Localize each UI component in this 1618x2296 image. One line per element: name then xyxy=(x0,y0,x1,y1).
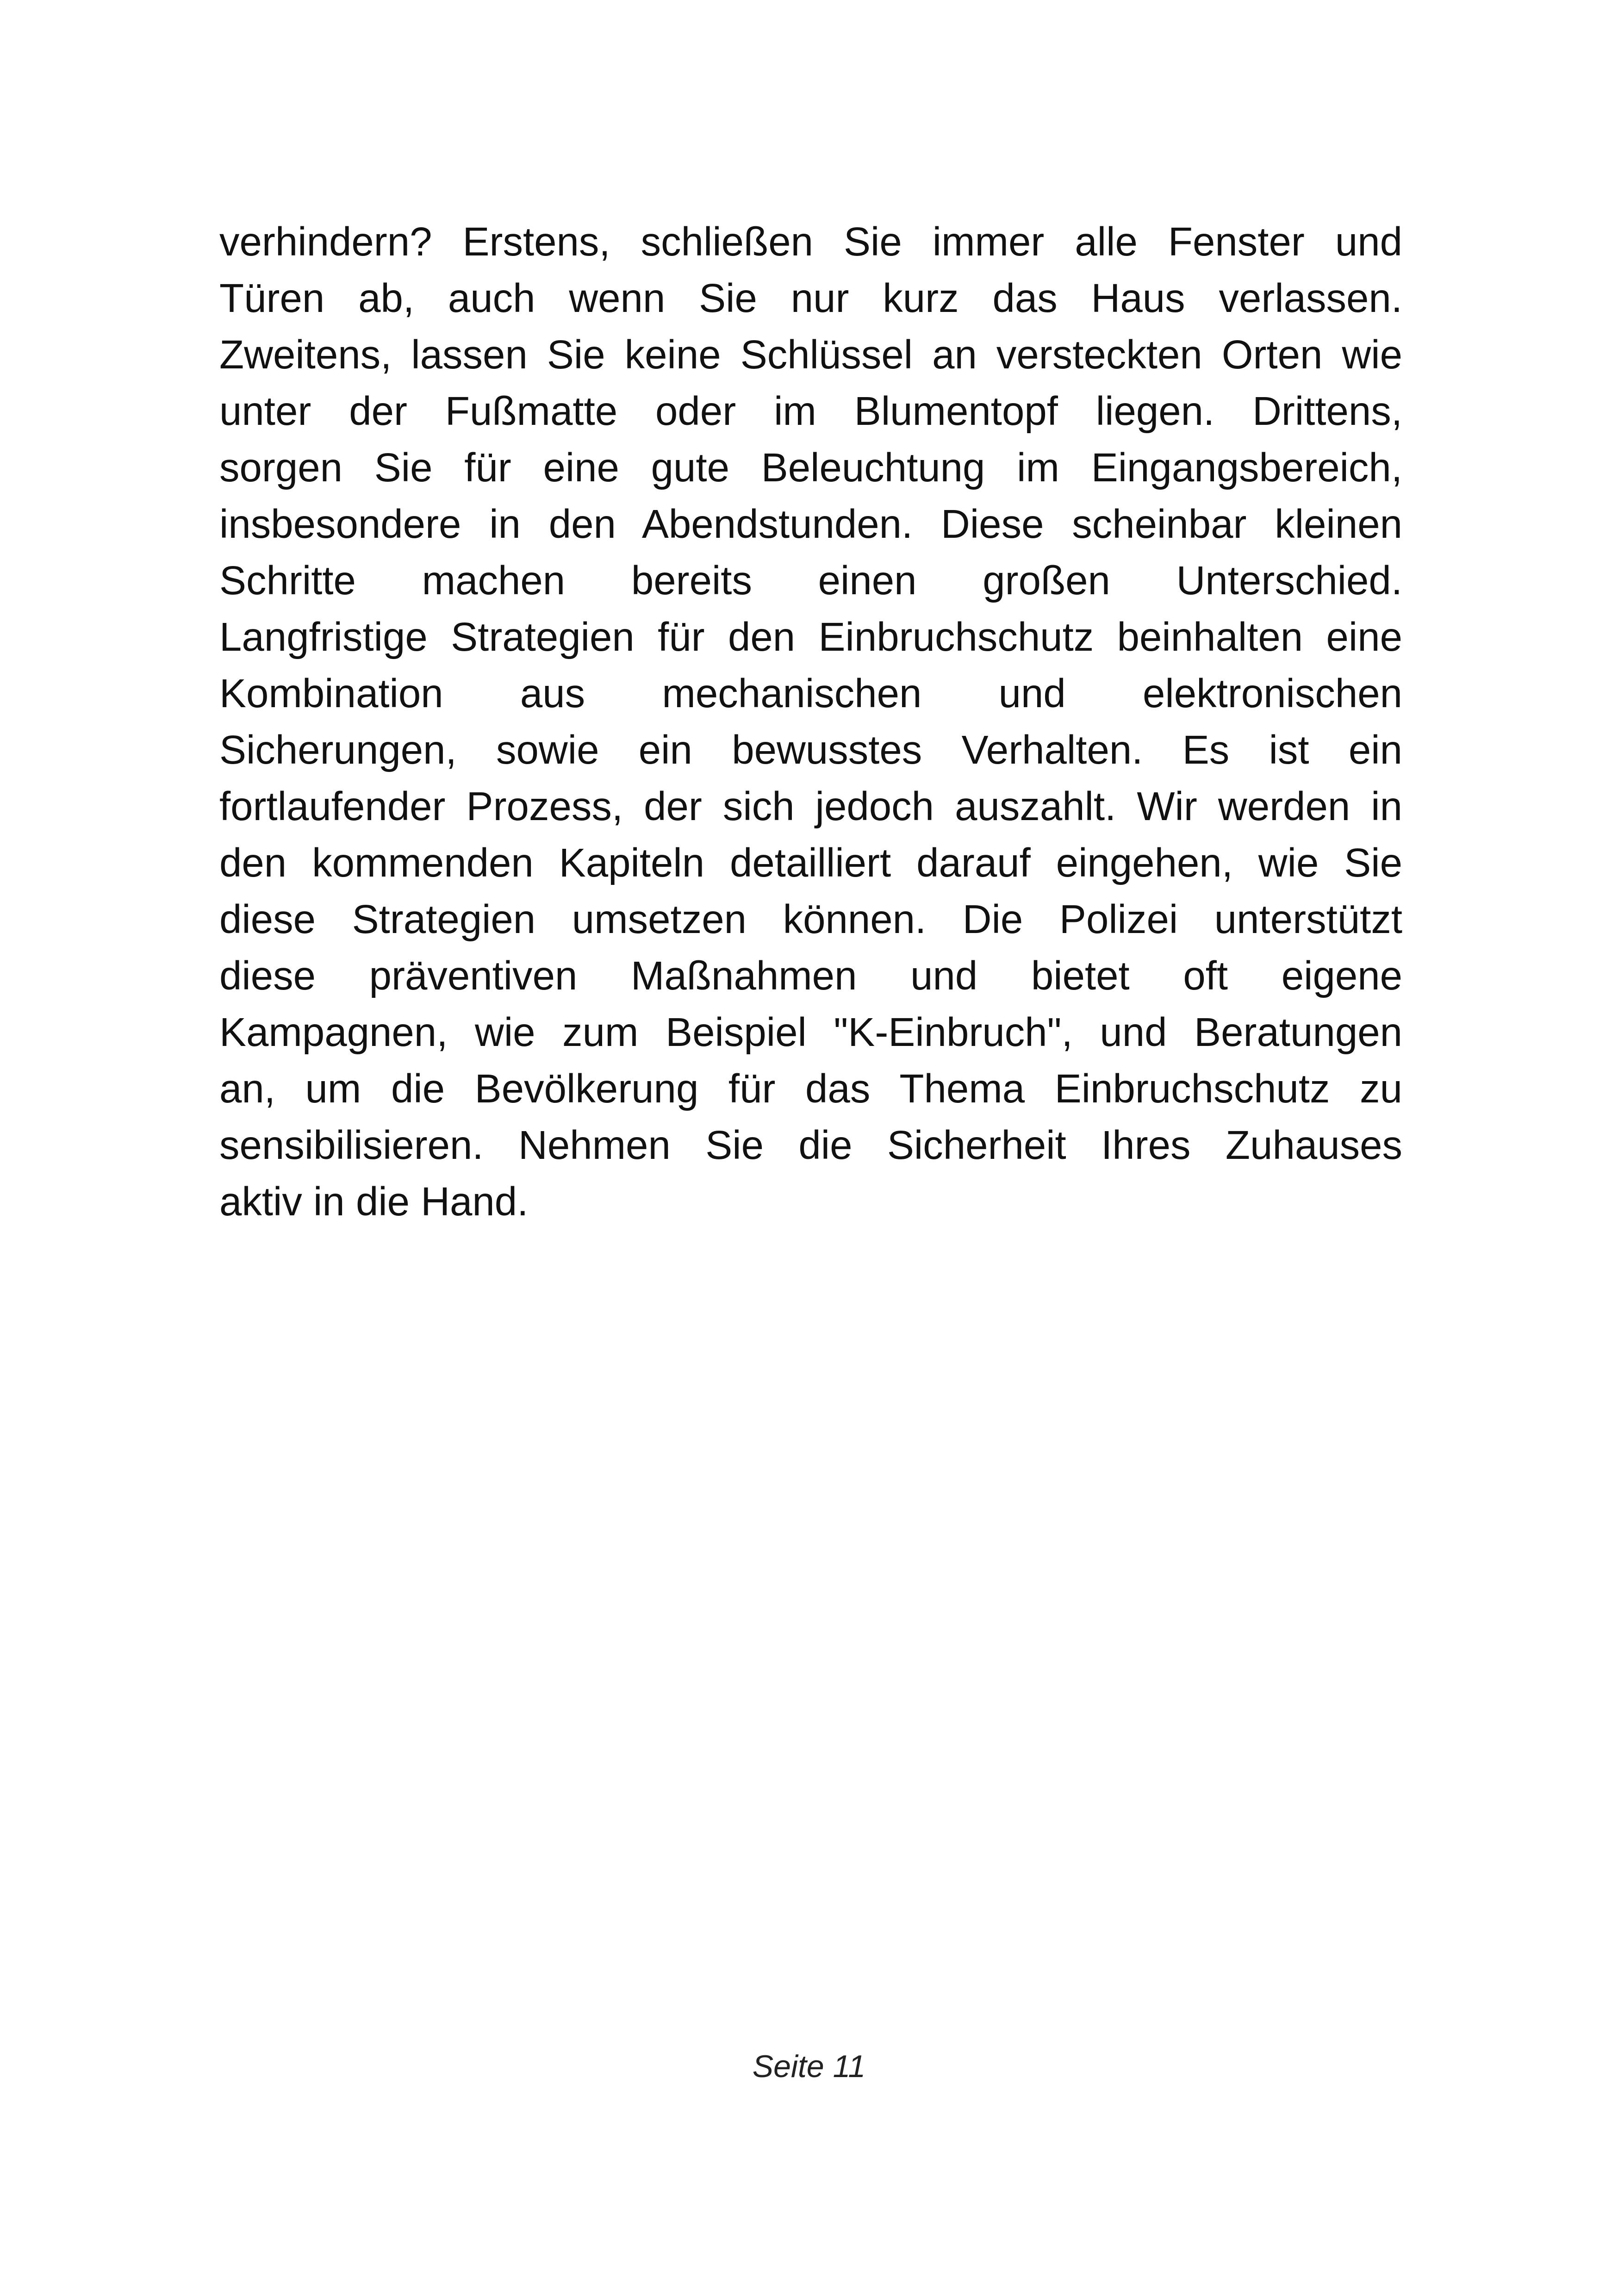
body-paragraph xyxy=(219,214,1402,1230)
paragraph-line: Zweitens, lassen Sie keine Schlüssel an versteckten Orten wie xyxy=(219,332,1402,377)
paragraph-line: den kommenden Kapiteln detailliert darauf eingehen, wie Sie xyxy=(219,840,1402,885)
paragraph-line: verhindern? Erstens, schließen Sie immer alle Fenster und xyxy=(219,219,1402,264)
paragraph-line: diese Strategien umsetzen können. Die Polizei unterstützt xyxy=(219,897,1402,942)
paragraph-line: unter der Fußmatte oder im Blumentopf liegen. Drittens, xyxy=(219,389,1402,434)
paragraph-line: Schritte machen bereits einen großen Unterschied. xyxy=(219,558,1402,603)
paragraph-line: Türen ab, auch wenn Sie nur kurz das Haus verlassen. xyxy=(219,276,1402,321)
paragraph-line: Sicherungen, sowie ein bewusstes Verhalten. Es ist ein xyxy=(219,728,1402,772)
paragraph-line: sensibilisieren. Nehmen Sie die Sicherheit Ihres Zuhauses xyxy=(219,1123,1402,1168)
paragraph-line: sorgen Sie für eine gute Beleuchtung im Eingangsbereich, xyxy=(219,445,1402,490)
page-number: Seite 11 xyxy=(752,2049,866,2084)
paragraph-line: diese präventiven Maßnahmen und bietet oft eigene xyxy=(219,953,1402,998)
paragraph-line: Langfristige Strategien für den Einbruchschutz beinhalten eine xyxy=(219,615,1402,660)
paragraph-line: insbesondere in den Abendstunden. Diese scheinbar kleinen xyxy=(219,502,1402,547)
paragraph-line: an, um die Bevölkerung für das Thema Einbruchschutz zu xyxy=(219,1066,1402,1111)
paragraph-line: fortlaufender Prozess, der sich jedoch auszahlt. Wir werden in xyxy=(219,784,1402,829)
paragraph-line: Kampagnen, wie zum Beispiel "K-Einbruch", und Beratungen xyxy=(219,1010,1402,1055)
paragraph-line: aktiv in die Hand. xyxy=(219,1179,529,1224)
paragraph-line: Kombination aus mechanischen und elektronischen xyxy=(219,671,1402,716)
